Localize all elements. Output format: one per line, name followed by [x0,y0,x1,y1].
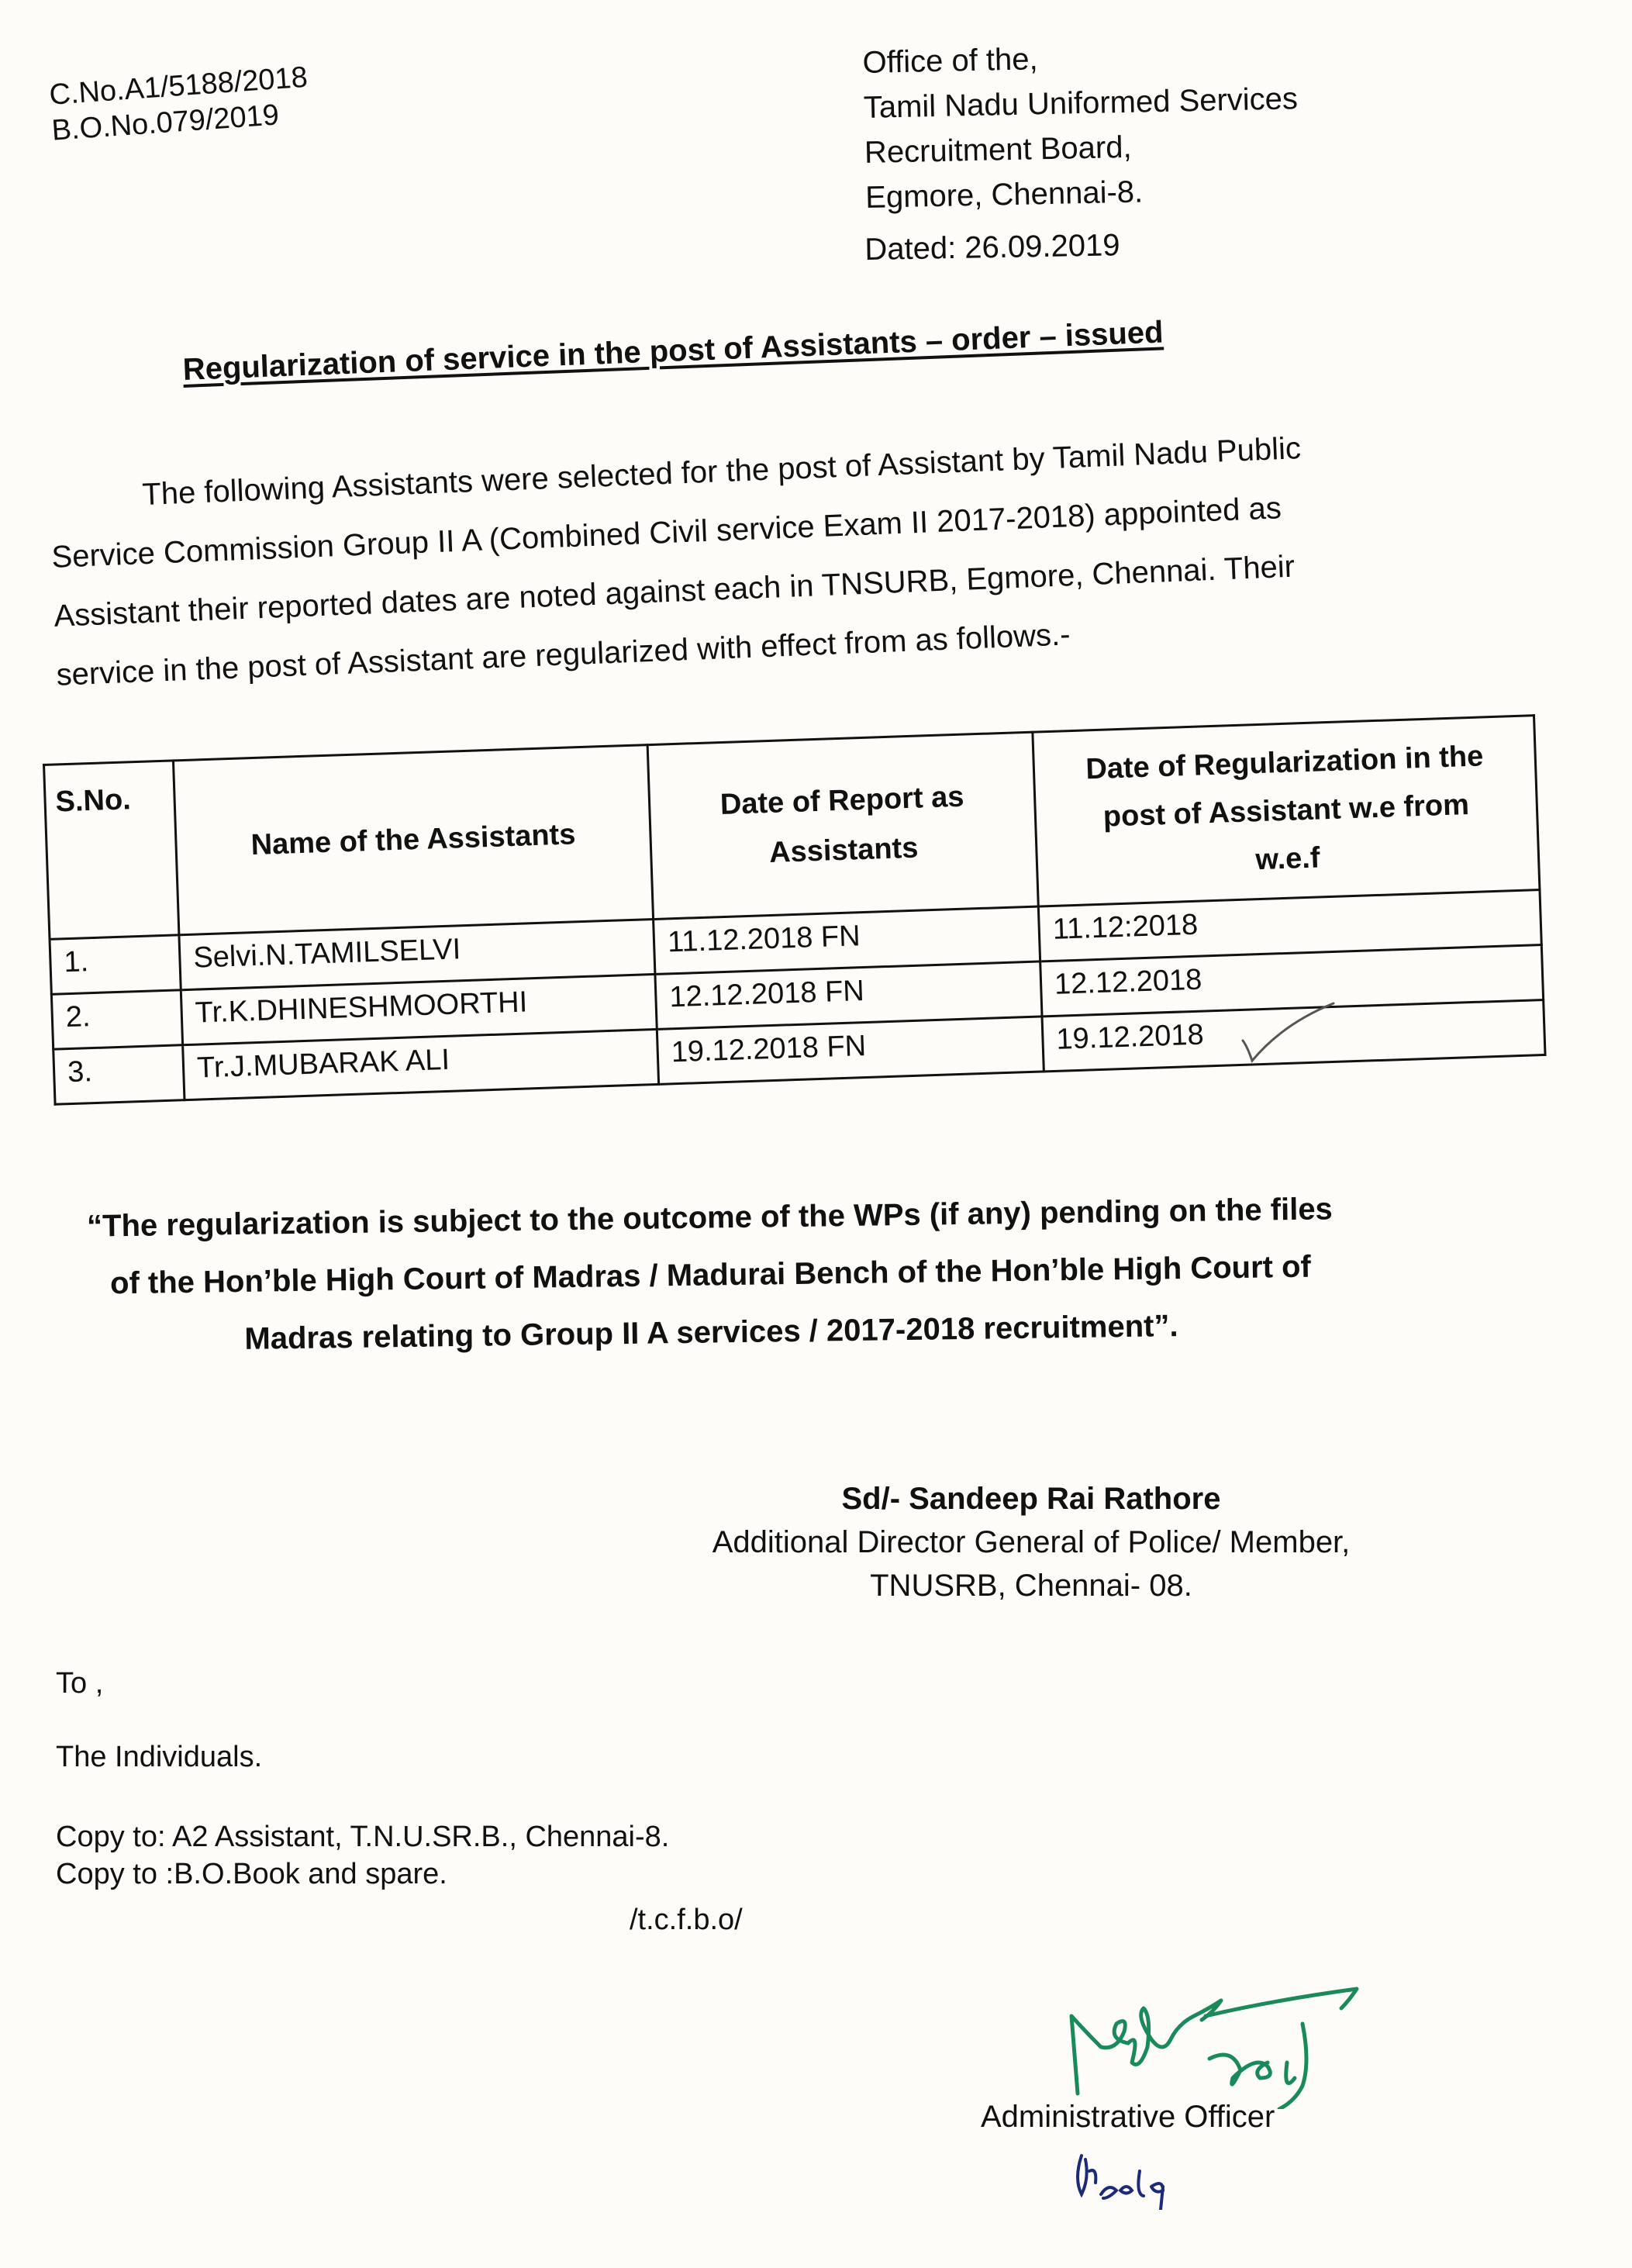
typist-initials: /t.c.f.b.o/ [630,1904,743,1936]
attestation-title: Administrative Officer [981,2100,1275,2134]
recipient-individuals: The Individuals. [56,1741,263,1773]
office-line: Recruitment Board, [864,129,1133,170]
handwritten-initial-icon [1066,2148,1190,2210]
header-line: Assistants [768,831,920,869]
note-line: “The regularization is subject to the outcome of the WPs (if any) pending on the files [86,1192,1334,1244]
cell-sno: 3. [53,1045,185,1104]
header-regularization-date [1033,716,1540,906]
header-line: Date of Report as [719,780,965,822]
cell-name: Tr.K.DHINESHMOORTHI [181,974,657,1044]
cell-regularization-date: 12.12.2018 [1040,945,1544,1017]
header-name: Name of the Assistants [173,745,653,935]
case-number: C.No.A1/5188/2018 [48,60,309,112]
body-line: Service Commission Group II A (Combined Civil service Exam II 2017-2018) appointed as [50,491,1282,575]
header-line: w.e.f [1254,841,1321,877]
office-line: Office of the, [862,42,1039,80]
subject-heading: Regularization of service in the post of Assistants – order – issued [182,315,1164,387]
office-line: Tamil Nadu Uniformed Services [863,81,1299,125]
regularization-note [70,1180,1351,1370]
body-line: service in the post of Assistant are regularized with effect from as follows.- [55,617,1071,692]
copy-to-line: Copy to: A2 Assistant, T.N.U.SR.B., Chennai-8. [56,1821,670,1853]
signatory-block [682,1477,1380,1607]
cell-regularization-date: 19.12.2018 [1042,999,1545,1071]
cell-sno: 1. [50,935,181,994]
reference-numbers [48,60,311,149]
office-address [862,31,1300,220]
note-line: Madras relating to Group II A services / 2017-2018 recruitment”. [244,1309,1178,1356]
cell-report-date: 11.12.2018 FN [654,906,1040,974]
signatory-name: Sd/- Sandeep Rai Rathore [841,1482,1221,1516]
cell-name: Selvi.N.TAMILSELVI [179,919,655,989]
header-line: post of Assistant w.e from [1102,789,1470,834]
handwritten-signature-icon [1054,1985,1380,2109]
cell-name: Tr.J.MUBARAK ALI [183,1029,659,1099]
date-line: Dated: 26.09.2019 [864,228,1120,267]
checkmark-icon [1237,1000,1337,1070]
cell-regularization-date: 11.12:2018 [1038,890,1541,961]
body-line: Assistant their reported dates are noted against each in TNSURB, Egmore, Chennai. Their [53,549,1296,633]
header-sno: S.No. [44,761,179,939]
copy-to-line: Copy to :B.O.Book and spare. [56,1858,447,1890]
bo-number: B.O.No.079/2019 [50,98,281,147]
cell-report-date: 12.12.2018 FN [655,961,1042,1029]
signatory-designation: Additional Director General of Police/ Member, [712,1525,1351,1559]
header-report-date [647,732,1038,919]
office-line: Egmore, Chennai-8. [864,174,1144,215]
cell-report-date: 19.12.2018 FN [657,1017,1044,1084]
signatory-office: TNUSRB, Chennai- 08. [870,1569,1192,1603]
header-line: Date of Regularization in the [1085,740,1484,786]
cell-sno: 2. [51,990,182,1049]
note-line: of the Hon’ble High Court of Madras / Madurai Bench of the Hon’ble High Court of [109,1249,1312,1301]
body-line: The following Assistants were selected for the post of Assistant by Tamil Nadu Public [141,431,1302,513]
to-label: To , [56,1667,104,1700]
body-paragraph [48,416,1375,705]
